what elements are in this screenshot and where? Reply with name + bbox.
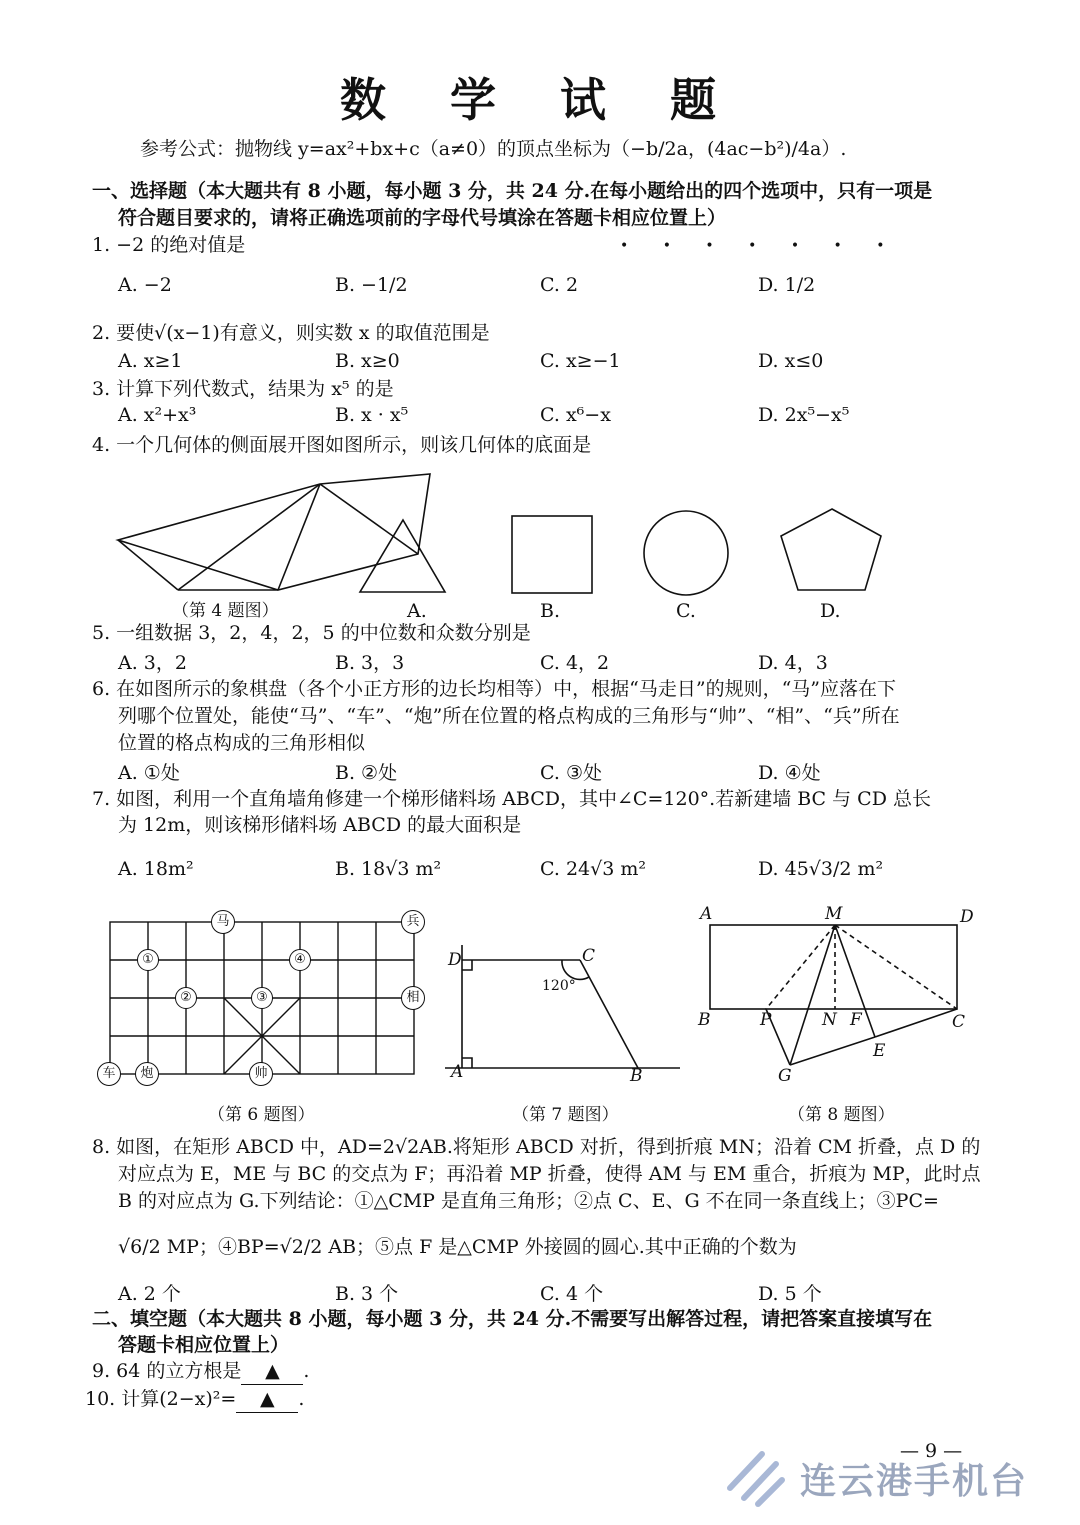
q3-option-c: C. x⁶−x — [540, 404, 611, 426]
q8-line1: 8. 如图，在矩形 ABCD 中，AD=2√2AB.将矩形 ABCD 对折，得到折痕 MN；沿着 CM 折叠，点 D 的 — [92, 1136, 981, 1158]
pentagon-shape — [781, 509, 881, 590]
q1-text: 1. −2 的绝对值是 — [92, 234, 246, 256]
q5-option-c: C. 4，2 — [540, 652, 610, 674]
q7-option-b: B. 18√3 m² — [335, 858, 442, 880]
q7-option-d: D. 45√3/2 m² — [758, 858, 884, 880]
q2-option-a: A. x≥1 — [118, 350, 183, 372]
q6-line3: 位置的格点构成的三角形相似 — [118, 732, 366, 754]
q10-answer-blank[interactable]: ▲ — [236, 1386, 298, 1413]
emphasis-dots: • • • • • • • — [620, 238, 900, 254]
q1-option-b: B. −1/2 — [335, 274, 408, 296]
q8-option-c: C. 4 个 — [540, 1283, 604, 1305]
q7-line2: 为 12m，则该梯形储料场 ABCD 的最大面积是 — [118, 814, 522, 836]
q4-caption: （第 4 题图） — [172, 601, 279, 621]
q9-text: 9. 64 的立方根是 — [92, 1360, 242, 1382]
q6-option-c: C. ③处 — [540, 762, 602, 784]
q10-end: . — [298, 1388, 305, 1410]
square-shape — [512, 516, 592, 593]
section1-header-line1: 一、选择题（本大题共有 8 小题，每小题 3 分，共 24 分.在每小题给出的四个选项中，只有一项是 — [92, 180, 933, 202]
mark-4: ④ — [289, 949, 311, 971]
section2-header-line2: 答题卡相应位置上） — [118, 1334, 290, 1356]
q4-label-c: C. — [676, 600, 696, 622]
q2-option-d: D. x≤0 — [758, 350, 824, 372]
trapezoid-figure — [440, 940, 690, 1090]
rect-label-m: M — [825, 904, 843, 924]
q8-option-d: D. 5 个 — [758, 1283, 822, 1305]
triangle-shape — [360, 520, 445, 592]
q5-text: 5. 一组数据 3，2，4，2，5 的中位数和众数分别是 — [92, 622, 531, 644]
trap-label-b: B — [630, 1066, 643, 1086]
q4-figures — [100, 462, 900, 602]
q4-text: 4. 一个几何体的侧面展开图如图所示，则该几何体的底面是 — [92, 434, 592, 456]
q1-option-d: D. 1/2 — [758, 274, 816, 296]
piece-che: 车 — [97, 1062, 121, 1086]
q8-line3: B 的对应点为 G.下列结论：①△CMP 是直角三角形；②点 C、E、G 不在同一条直线上；③PC= — [118, 1190, 939, 1212]
piece-ma: 马 — [211, 910, 235, 934]
q5-option-a: A. 3，2 — [118, 652, 187, 674]
q8-option-b: B. 3 个 — [335, 1283, 399, 1305]
q1-option-a: A. −2 — [118, 274, 172, 296]
q6-caption: （第 6 题图） — [208, 1105, 315, 1125]
q3-option-a: A. x²+x³ — [118, 404, 197, 426]
q8-line2: 对应点为 E，ME 与 BC 的交点为 F；再沿着 MP 折叠，使得 AM 与 EM 重合，折痕为 MP，此时点 — [118, 1163, 981, 1185]
formula-line: 参考公式：抛物线 y=ax²+bx+c（a≠0）的顶点坐标为（−b/2a，(4ac−b²)/4a）. — [140, 138, 847, 160]
rect-label-n: N — [822, 1010, 837, 1030]
mark-1: ① — [137, 949, 159, 971]
q7-option-c: C. 24√3 m² — [540, 858, 646, 880]
q6-line2: 列哪个位置处，能使“马”、“车”、“炮”所在位置的格点构成的三角形与“帅”、“相”、“兵”所在 — [118, 705, 900, 727]
q10-text: 10. 计算(2−x)²= — [85, 1388, 237, 1410]
page-title: 数 学 试 题 — [339, 73, 741, 127]
circle-shape — [644, 511, 728, 595]
trap-label-a: A — [451, 1062, 464, 1082]
rect-label-d: D — [960, 907, 974, 927]
q7-option-a: A. 18m² — [118, 858, 194, 880]
q6-line1: 6. 在如图所示的象棋盘（各个小正方形的边长均相等）中，根据“马走日”的规则，“马”应落在下 — [92, 678, 897, 700]
q8-line4: √6/2 MP；④BP=√2/2 AB；⑤点 F 是△CMP 外接圆的圆心.其中正确的个数为 — [118, 1236, 797, 1258]
q8-caption: （第 8 题图） — [788, 1105, 895, 1125]
q3-option-d: D. 2x⁵−x⁵ — [758, 404, 850, 426]
q2-option-b: B. x≥0 — [335, 350, 400, 372]
rect-label-a: A — [700, 904, 713, 924]
q9-line — [92, 1358, 309, 1385]
mark-3: ③ — [251, 987, 273, 1009]
piece-pao: 炮 — [135, 1062, 159, 1086]
piece-bing: 兵 — [401, 910, 425, 934]
page-number: — 9 — — [900, 1440, 963, 1462]
q5-option-d: D. 4，3 — [758, 652, 828, 674]
q7-caption: （第 7 题图） — [512, 1105, 619, 1125]
q8-option-a: A. 2 个 — [118, 1283, 181, 1305]
trap-angle-label: 120° — [542, 978, 576, 994]
q4-label-d: D. — [820, 600, 841, 622]
trap-label-c: C — [582, 946, 596, 966]
rect-label-e: E — [873, 1041, 886, 1061]
q4-label-a: A. — [407, 600, 427, 622]
q9-answer-blank[interactable]: ▲ — [241, 1358, 303, 1385]
q3-option-b: B. x · x⁵ — [335, 404, 409, 426]
q3-text: 3. 计算下列代数式，结果为 x⁵ 的是 — [92, 378, 394, 400]
q2-option-c: C. x≥−1 — [540, 350, 621, 372]
piece-xiang: 相 — [401, 986, 425, 1010]
q6-option-b: B. ②处 — [335, 762, 398, 784]
piece-shuai: 帅 — [249, 1062, 273, 1086]
rectangle-fold-figure — [700, 905, 970, 1085]
unfolded-net-outline — [118, 474, 430, 590]
rect-label-c: C — [952, 1012, 966, 1032]
q5-option-b: B. 3，3 — [335, 652, 405, 674]
q6-option-d: D. ④处 — [758, 762, 821, 784]
rect-label-b: B — [698, 1010, 711, 1030]
section1-header-line2: 符合题目要求的，请将正确选项前的字母代号填涂在答题卡相应位置上） — [118, 207, 727, 229]
q10-line — [85, 1386, 304, 1413]
q7-line1: 7. 如图，利用一个直角墙角修建一个梯形储料场 ABCD，其中∠C=120°.若新建墙 BC 与 CD 总长 — [92, 788, 931, 810]
q2-text: 2. 要使√(x−1)有意义，则实数 x 的取值范围是 — [92, 322, 490, 344]
q1-option-c: C. 2 — [540, 274, 579, 296]
rect-label-p: P — [760, 1010, 772, 1030]
watermark-logo-icon — [722, 1440, 792, 1510]
rect-label-f: F — [850, 1010, 862, 1030]
mark-2: ② — [175, 987, 197, 1009]
trap-label-d: D — [448, 950, 462, 970]
watermark-text: 连云港手机台 — [800, 1461, 1029, 1502]
q4-label-b: B. — [540, 600, 561, 622]
q9-end: . — [303, 1360, 310, 1382]
rect-label-g: G — [778, 1066, 792, 1086]
section2-header-line1: 二、填空题（本大题共 8 小题，每小题 3 分，共 24 分.不需要写出解答过程，请把答案直接填写在 — [92, 1308, 933, 1330]
q6-option-a: A. ①处 — [118, 762, 180, 784]
